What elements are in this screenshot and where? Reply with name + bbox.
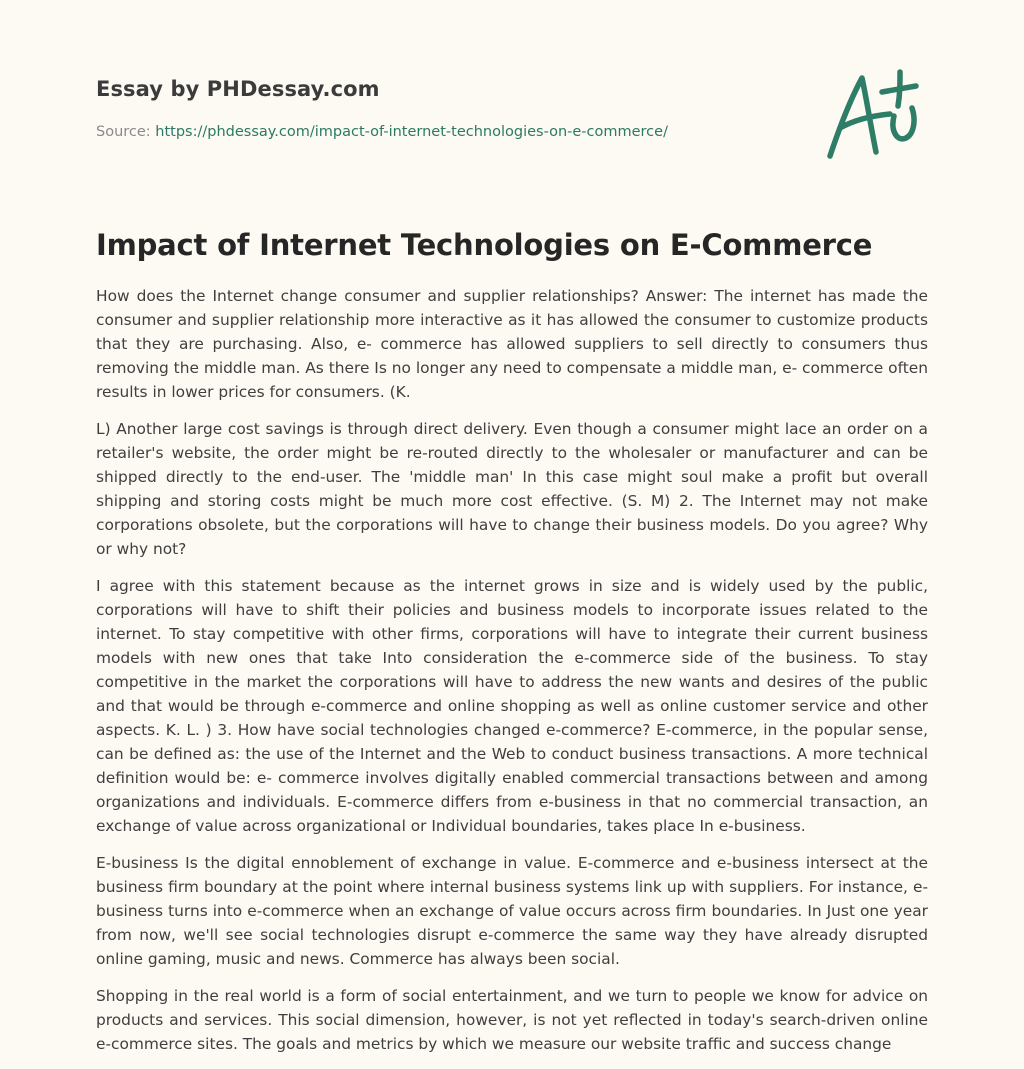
essay-page	[96, 0, 928, 1053]
source-line	[96, 124, 668, 140]
essay-paragraph: L) Another large cost savings is through direct delivery. Even though a consumer might lace an order on a retailer's website, the order might be re-routed directly to the wholesaler or manufacturer and can be shipped directly to the end-user. The 'middle man' In this case might soul make a profit but overall shipping and storing costs might be much more cost effective. (S. M) 2. The Internet may not make corporations obsolete, but the corporations will have to change their business models. Do you agree? Why or why not?	[96, 420, 928, 558]
source-label: Source:	[96, 124, 156, 140]
essay-paragraph: I agree with this statement because as the internet grows in size and is widely used by the public, corporations will have to shift their policies and business models to incorporate issues related to the internet. To stay competitive with other firms, corporations will have to integrate their current business models with new ones that take Into consideration the e-commerce side of the business. To stay competitive in the market the corporations will have to address the new wants and desires of the public and that would be through e-commerce and online shopping as well as online customer service and other aspects. K. L. ) 3. How have social technologies changed e-commerce? E-commerce, in the popular sense, can be defined as: the use of the Internet and the Web to conduct business transactions. A more technical definition would be: e- commerce involves digitally enabled commercial transactions between and among organizations and individuals. E-commerce differs from e-business in that no commercial transaction, an exchange of value across organizational or Individual boundaries, takes place In e-business.	[96, 577, 928, 835]
essay-paragraph: How does the Internet change consumer and supplier relationships? Answer: The internet has made the consumer and supplier relationship more interactive as it has allowed the consumer to customize products that they are purchasing. Also, e- commerce has allowed suppliers to sell directly to consumers thus removing the middle man. As there Is no longer any need to compensate a middle man, e- commerce often results in lower prices for consumers. (K.	[96, 287, 928, 401]
brand-title: Essay by PHDessay.com	[96, 77, 380, 101]
page-header	[96, 0, 928, 190]
a-plus-logo-icon	[824, 66, 928, 166]
essay-paragraph: E-business Is the digital ennoblement of exchange in value. E-commerce and e-business intersect at the business firm boundary at the point where internal business systems link up with suppliers. For instance, e-business turns into e-commerce when an exchange of value occurs across firm boundaries. In Just one year from now, we'll see social technologies disrupt e-commerce the same way they have already disrupted online gaming, music and news. Commerce has always been social.	[96, 854, 928, 968]
essay-body	[96, 284, 928, 1069]
essay-title: Impact of Internet Technologies on E-Commerce	[96, 228, 873, 262]
essay-paragraph: Shopping in the real world is a form of social entertainment, and we turn to people we know for advice on products and services. This social dimension, however, is not yet reflected in today's search-driven online e-commerce sites. The goals and metrics by which we measure our website traffic and success change	[96, 987, 928, 1053]
source-link[interactable]: https://phdessay.com/impact-of-internet-technologies-on-e-commerce/	[155, 124, 668, 140]
